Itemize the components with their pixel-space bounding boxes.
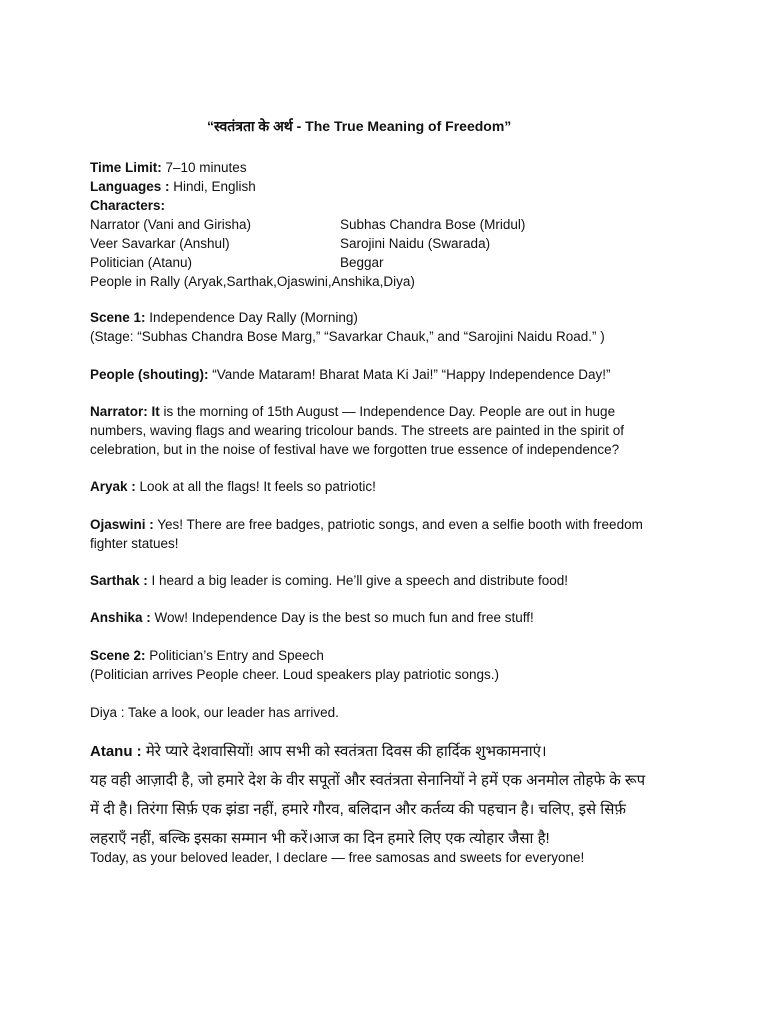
character-row <box>90 215 690 234</box>
dialogue-text: “Vande Mataram! Bharat Mata Ki Jai!” “Happy Independence Day!” <box>208 367 611 382</box>
aryak-dialogue <box>90 477 690 496</box>
scene-1 <box>90 308 690 346</box>
dialogue-text: is the morning of 15th August — Independence Day. People are out in huge <box>159 404 616 419</box>
character-left: Narrator (Vani and Girisha) <box>90 217 252 232</box>
speaker-label: People (shouting): <box>90 367 209 382</box>
scene-1-heading: Scene 1: Independence Day Rally (Morning) <box>90 310 358 325</box>
diya-dialogue <box>90 703 690 722</box>
dialogue-text: Diya : Take a look, our leader has arrived. <box>90 705 339 720</box>
time-limit <box>90 158 690 177</box>
play-details <box>90 158 690 291</box>
character-left: Veer Savarkar (Anshul) <box>90 236 230 251</box>
languages-label: Languages : <box>90 179 170 194</box>
dialogue-text: fighter statues! <box>90 536 179 551</box>
people-dialogue <box>90 365 690 384</box>
character-right: Beggar <box>340 255 384 270</box>
speaker-label: Narrator: It <box>90 404 160 419</box>
hindi-dialogue-line: यह वही आज़ादी है, जो हमारे देश के वीर सपूतों और स्वतंत्रता सेनानियों ने हमें एक अनमोल तोहफे के रूप <box>90 772 646 789</box>
character-row <box>90 253 690 272</box>
atanu-dialogue <box>90 737 690 867</box>
character-row <box>90 234 690 253</box>
characters-heading: Characters: <box>90 198 166 213</box>
scene-2-heading: Scene 2: Politician’s Entry and Speech <box>90 648 324 663</box>
dialogue-text: Look at all the flags! It feels so patriotic! <box>135 479 376 494</box>
time-limit-label: Time Limit: <box>90 160 162 175</box>
scene-2 <box>90 646 690 684</box>
english-dialogue-line: Today, as your beloved leader, I declare — free samosas and sweets for everyone! <box>90 850 585 865</box>
scene-2-stage: (Politician arrives People cheer. Loud speakers play patriotic songs.) <box>90 667 499 682</box>
languages-value: Hindi, English <box>169 179 256 194</box>
character-left: Politician (Atanu) <box>90 255 193 270</box>
sarthak-dialogue <box>90 571 690 590</box>
dialogue-text: celebration, but in the noise of festival have we forgotten true essence of independence? <box>90 442 620 457</box>
character-right: Sarojini Naidu (Swarada) <box>340 236 491 251</box>
speaker-label: Ojaswini : <box>90 517 154 532</box>
dialogue-text: Yes! There are free badges, patriotic songs, and even a selfie booth with freedom <box>153 517 643 532</box>
speaker-label: Sarthak : <box>90 573 148 588</box>
hindi-dialogue-line: में दी है। तिरंगा सिर्फ़ एक झंडा नहीं, हमारे गौरव, बलिदान और कर्तव्य की पहचान है। चलिए, इसे सिर्फ़ <box>90 801 626 818</box>
document-title: “स्वतंत्रता के अर्थ - The True Meaning of Freedom” <box>207 118 512 134</box>
dialogue-text: I heard a big leader is coming. He’ll give a speech and distribute food! <box>147 573 569 588</box>
scene-1-stage: (Stage: “Subhas Chandra Bose Marg,” “Savarkar Chauk,” and “Sarojini Naidu Road.” ) <box>90 329 605 344</box>
anshika-dialogue <box>90 608 690 627</box>
hindi-dialogue-line: लहराएँ नहीं, बल्कि इसका सम्मान भी करें।आज का दिन हमारे लिए एक त्योहार जैसा है! <box>90 830 550 847</box>
ojaswini-dialogue <box>90 515 690 553</box>
rally-people: People in Rally (Aryak,Sarthak,Ojaswini,Anshika,Diya) <box>90 274 415 289</box>
speaker-label: Atanu : <box>90 743 142 760</box>
hindi-dialogue-line: मेरे प्यारे देशवासियों! आप सभी को स्वतंत्रता दिवस की हार्दिक शुभकामनाएं। <box>141 743 547 760</box>
narrator-dialogue <box>90 402 690 459</box>
dialogue-text: numbers, waving flags and wearing tricolour bands. The streets are painted in the spirit of <box>90 423 625 438</box>
speaker-label: Aryak : <box>90 479 136 494</box>
dialogue-text: Wow! Independence Day is the best so much fun and free stuff! <box>150 610 534 625</box>
character-right: Subhas Chandra Bose (Mridul) <box>340 217 526 232</box>
speaker-label: Anshika : <box>90 610 151 625</box>
time-limit-value: 7–10 minutes <box>161 160 247 175</box>
languages <box>90 177 690 196</box>
